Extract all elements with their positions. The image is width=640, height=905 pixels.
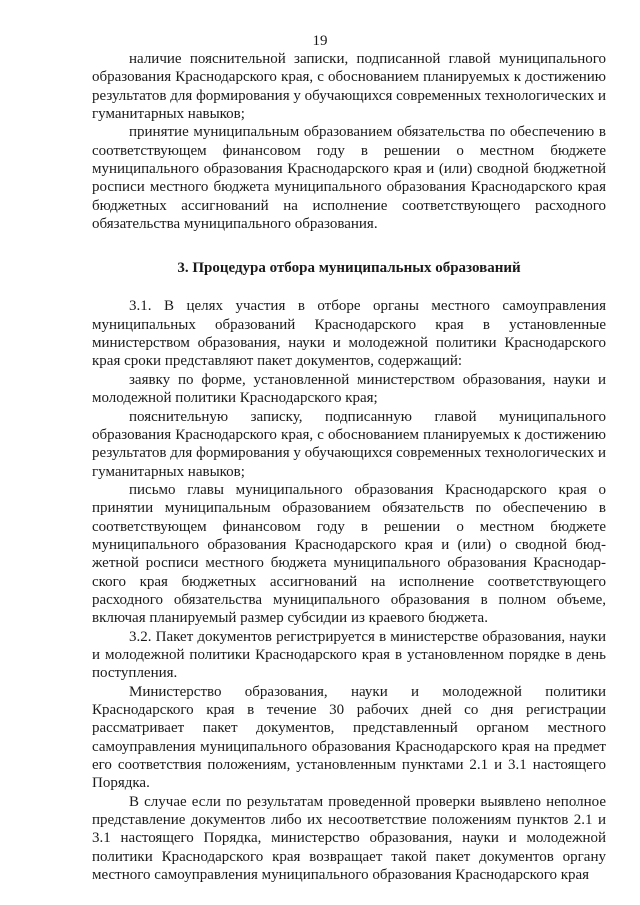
paragraph: В случае если по результатам проведенной проверки выявлено неполное представление документов либо их несоответствие положениям пунктов 2.1 и 3.1 настоящего Порядка, министерство образования, науки и молодежной политики Краснодарского края возвращает такой пакет документов органу местного самоуправления муниципального образования Краснодарского края — [92, 793, 606, 884]
paragraph: Министерство образования, науки и молодежной политики Краснодарского края в течение 30 рабочих дней со дня регистрации рассматривает пакет документов, представленный органом местного самоуправления муниципального образования Краснодарского края на предмет его соответствия положениям, установленным пунктами 2.1 и 3.1 настоящего Порядка. — [92, 683, 606, 792]
paragraph: наличие пояснительной записки, подписанной главой муниципального образования Краснодарского края, с обоснованием планируемых к достижению результатов для формирования у обучающихся современных технологических и гуманитарных навыков; — [92, 51, 606, 123]
section-heading: 3. Процедура отбора муниципальных образований — [177, 260, 521, 277]
spacer — [92, 233, 606, 259]
paragraph: принятие муниципальным образованием обязательства по обеспечению в соответствующем финансовом году в решении о местном бюджете муниципального образования Краснодарского края и (или) сводной бюджетной росписи местного бюджета муниципального образования Краснодарского края бюджетных ассигнований на исполнение соответствующего расходного обязательства муниципального образования. — [92, 124, 606, 233]
paragraph: письмо главы муниципального образования Краснодарского края о принятии муниципальным образованием обязательств по обеспечению в соответствующем финансовом году в решении о местном бюджете муниципального образования Краснодарского края и (или) о сводной бюджетной росписи местного бюджета муниципального образования Краснодарского края бюджетных ассигнований на исполнение соответствующего расходного обязательства муниципального образования в полном объеме, включая планируемый размер субсидии из краевого бюджета. — [92, 481, 606, 627]
spacer — [92, 277, 606, 297]
paragraph: 3.2. Пакет документов регистрируется в министерстве образования, науки и молодежной политики Краснодарского края в установленном порядке в день поступления. — [92, 628, 606, 682]
paragraph: пояснительную записку, подписанную главой муниципального образования Краснодарского края, с обоснованием планируемых к достижению результатов для формирования у обучающихся современных технологических и гуманитарных навыков; — [92, 408, 606, 480]
page-number: 19 — [312, 33, 328, 49]
paragraph: 3.1. В целях участия в отборе органы местного самоуправления муниципальных образований Краснодарского края в установленные министерством образования, науки и молодежной политики Краснодарского края сроки представляют пакет документов, содержащий: — [92, 298, 606, 370]
document-body — [92, 50, 606, 884]
paragraph: заявку по форме, установленной министерством образования, науки и молодежной политики Краснодарского края; — [92, 371, 606, 407]
